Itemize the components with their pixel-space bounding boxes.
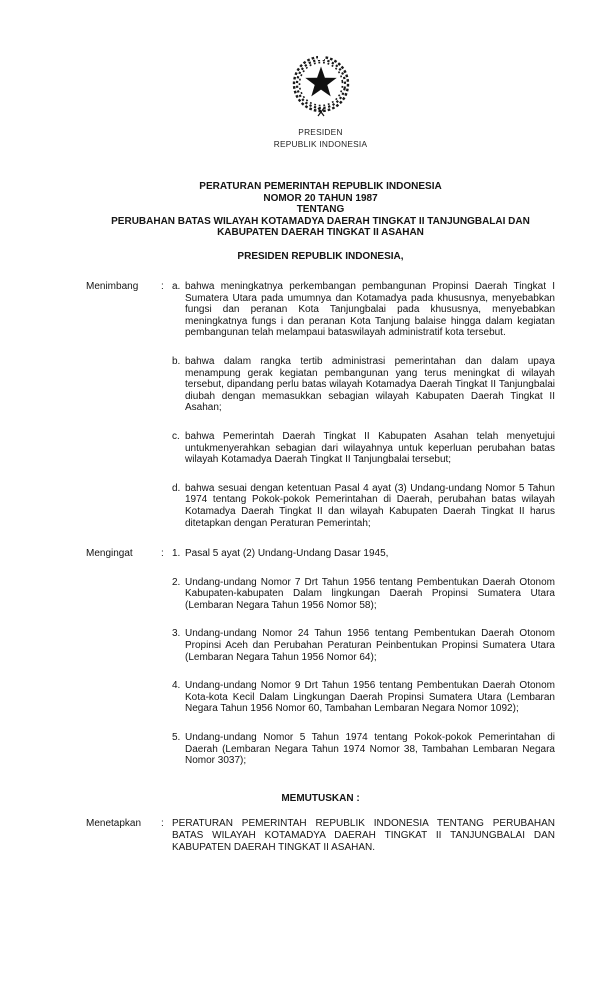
item-marker: b. xyxy=(172,355,181,367)
document-content xyxy=(86,0,555,853)
letterhead-text xyxy=(86,127,555,150)
item-marker: 1. xyxy=(172,548,181,560)
salutation: PRESIDEN REPUBLIK INDONESIA, xyxy=(237,250,404,262)
consideration-item-a xyxy=(86,281,555,339)
letterhead-line2: REPUBLIK INDONESIA xyxy=(273,138,368,149)
section-colon: : xyxy=(161,818,164,830)
legal-basis-item-2 xyxy=(86,577,555,612)
consideration-item-d xyxy=(86,483,555,529)
letterhead-line1: PRESIDEN xyxy=(298,127,343,137)
title-line-4: PERUBAHAN BATAS WILAYAH KOTAMADYA DAERAH TINGKAT II TANJUNGBALAI DAN xyxy=(111,215,530,227)
decision-heading: MEMUTUSKAN : xyxy=(281,792,360,804)
section-label: Menetapkan xyxy=(86,818,142,830)
letterhead xyxy=(86,0,555,150)
legal-basis-item-4 xyxy=(86,680,555,715)
presidential-star-wreath-emblem-icon xyxy=(285,44,357,124)
title-line-1: PERATURAN PEMERINTAH REPUBLIK INDONESIA xyxy=(199,181,442,192)
consideration-item-c xyxy=(86,431,555,466)
item-marker: d. xyxy=(172,482,181,494)
consideration-text: bahwa sesuai dengan ketentuan Pasal 4 ayat (3) Undang-undang Nomor 5 Tahun 1974 tentang Pokok-pokok Pemerintahan di Daerah, perubahan batas wilayah Kotamadya Daerah Tingkat II dan wilayah Kabupaten Daerah Tingkat II harus ditetapkan dengan Peraturan Pemerintah; xyxy=(185,482,555,529)
legal-basis-item-1 xyxy=(86,548,555,560)
title-block xyxy=(86,181,555,239)
item-marker: 2. xyxy=(172,576,181,588)
section-label: Menimbang xyxy=(86,281,139,292)
consideration-text: bahwa dalam rangka tertib administrasi pemerintahan dan dalam upaya menampung gerak kegiatan pembangunan yang terus meningkat di wilayah tersebut, dipandang perlu batas wilayah Kotamadya Daerah Tingkat II Tanjungbalai diubah dengan memasukkan sebagian wilayah Kabupaten Daerah Tingkat II Asahan; xyxy=(185,355,555,414)
legal-basis-text: Pasal 5 ayat (2) Undang-Undang Dasar 1945, xyxy=(185,548,389,560)
item-marker: c. xyxy=(172,430,180,442)
menimbang-section xyxy=(86,281,555,529)
legal-basis-text: Undang-undang Nomor 7 Drt Tahun 1956 tentang Pembentukan Daerah Otonom Kabupaten-kabupaten Dalam lingkungan Daerah Propinsi Sumatera Utara (Lembaran Negara Tahun 1956 Nomor 58); xyxy=(185,576,555,611)
item-marker: a. xyxy=(172,281,181,292)
mengingat-section xyxy=(86,548,555,767)
section-colon: : xyxy=(161,281,164,292)
legal-basis-text: Undang-undang Nomor 5 Tahun 1974 tentang Pokok-pokok Pemerintahan di Daerah (Lembaran Negara Tahun 1974 Nomor 38, Tambahan Lembaran Negara Nomor 3037); xyxy=(185,732,555,767)
item-marker: 4. xyxy=(172,680,181,692)
item-marker: 5. xyxy=(172,732,181,744)
consideration-item-b xyxy=(86,356,555,414)
legal-basis-text: Undang-undang Nomor 9 Drt Tahun 1956 tentang Pembentukan Daerah Otonom Kota-kota Kecil Dalam Lingkungan Daerah Propinsi Sumatera Utara (Lembaran Negara Tahun 1956 Nomor 60, Tambahan Lembaran Negara Nomor 1092); xyxy=(185,680,555,715)
title-line-3: TENTANG xyxy=(296,204,345,215)
item-marker: 3. xyxy=(172,628,181,640)
legal-basis-item-3 xyxy=(86,628,555,663)
legal-basis-item-5 xyxy=(86,732,555,767)
decision-text: PERATURAN PEMERINTAH REPUBLIK INDONESIA TENTANG PERUBAHAN BATAS WILAYAH KOTAMADYA DAERAH TINGKAT II TANJUNGBALAI DAN KABUPATEN DAERAH TINGKAT II ASAHAN. xyxy=(172,818,555,853)
section-colon: : xyxy=(161,548,164,560)
title-line-2: NOMOR 20 TAHUN 1987 xyxy=(263,192,378,204)
legal-basis-text: Undang-undang Nomor 24 Tahun 1956 tentang Pembentukan Daerah Otonom Propinsi Aceh dan Perubahan Peraturan Peinbentukan Propinsi Sumatera Utara (Lembaran Negara Tahun 1956 Nomor 64); xyxy=(185,628,555,663)
section-label: Mengingat xyxy=(86,548,133,560)
consideration-text: bahwa Pemerintah Daerah Tingkat II Kabupaten Asahan telah menyetujui untukmenyerahkan sebagian dari wilayahnya untuk keperluan perubahan batas wilayah Kotamadya Daerah Tingkat II Tanjungbalai tersebut; xyxy=(185,430,555,466)
consideration-text: bahwa meningkatnya perkembangan pembangunan Propinsi Daerah Tingkat I Sumatera Utara pada umumnya dan Kotamadya pada khususnya, menyebabkan fungsi dan peranan Kota Tanjungbalai pada khususnya, menyebabkan meningkatnya fungs i dan peranan Kota Tanjung balaise hingga dalam kegiatan pembangunan telah melampaui bataswilayah administratif kota tersebut. xyxy=(185,281,555,339)
title-line-5: KABUPATEN DAERAH TINGKAT II ASAHAN xyxy=(217,227,424,238)
menetapkan-section xyxy=(86,818,555,853)
